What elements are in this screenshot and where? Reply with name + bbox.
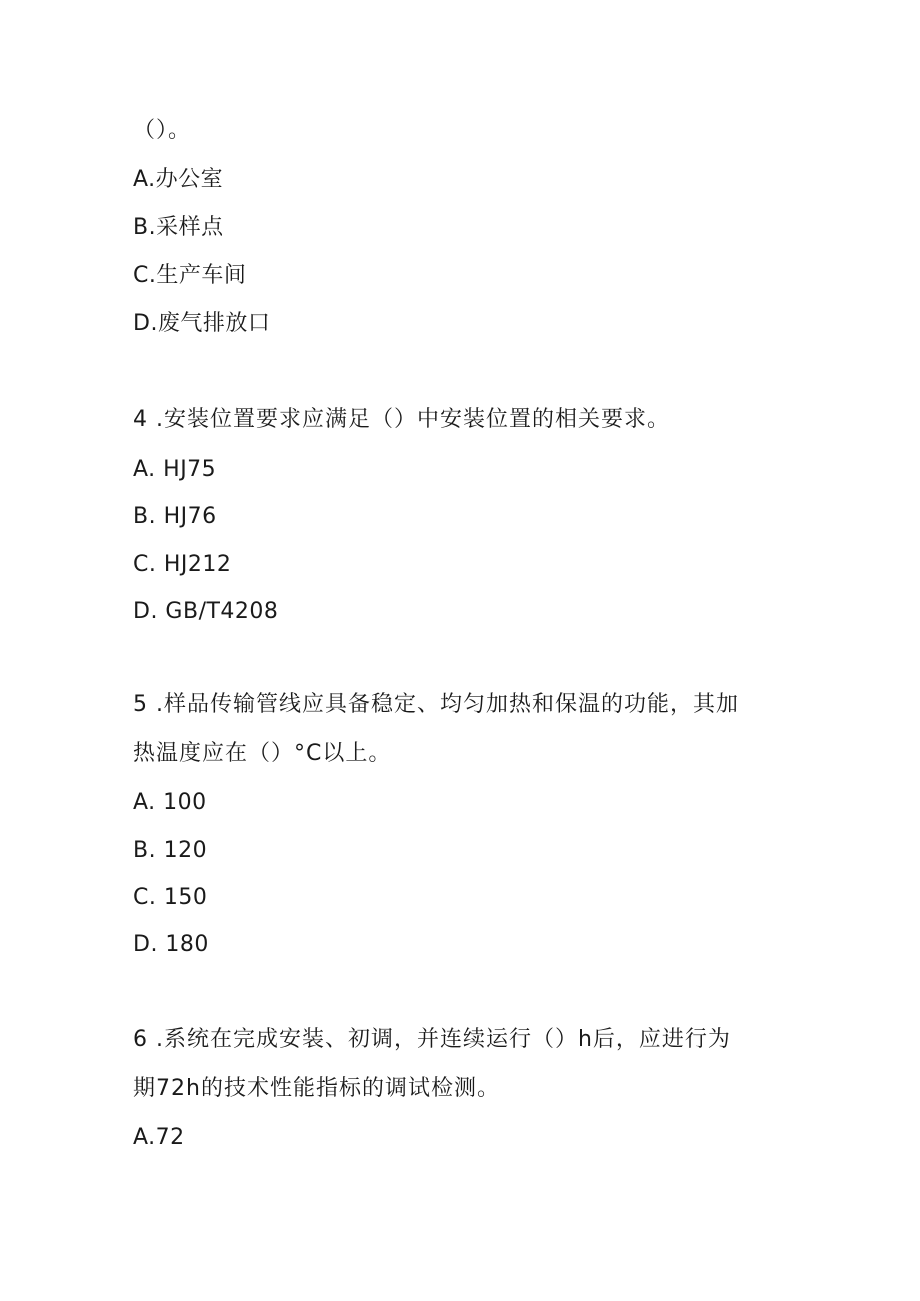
question-3-stem-tail: （）。 [133,118,192,143]
question-5-stem-line-1: 5 .样品传输管线应具备稳定、均匀加热和保温的功能，其加 [133,692,739,717]
question-3-option-b: B.采样点 [133,215,224,240]
question-5-option-d: D. 180 [133,932,209,957]
question-6-option-a: A.72 [133,1125,185,1150]
question-5-option-a: A. 100 [133,790,207,815]
question-4-stem: 4 .安装位置要求应满足（）中安装位置的相关要求。 [133,407,670,432]
question-4-option-a: A. HJ75 [133,457,217,482]
question-3-option-d: D.废气排放口 [133,311,271,336]
question-4-option-c: C. HJ212 [133,552,232,577]
question-4-option-b: B. HJ76 [133,504,217,529]
question-5-option-c: C. 150 [133,885,208,910]
question-4-option-d: D. GB/T4208 [133,599,279,624]
question-6-stem-line-2: 期72h的技术性能指标的调试检测。 [133,1076,500,1101]
question-5-option-b: B. 120 [133,838,208,863]
question-3-option-c: C.生产车间 [133,263,247,288]
question-6-stem-line-1: 6 .系统在完成安装、初调，并连续运行（）h后，应进行为 [133,1027,731,1052]
question-3-option-a: A.办公室 [133,167,224,192]
question-5-stem-line-2: 热温度应在（）°C以上。 [133,741,392,766]
